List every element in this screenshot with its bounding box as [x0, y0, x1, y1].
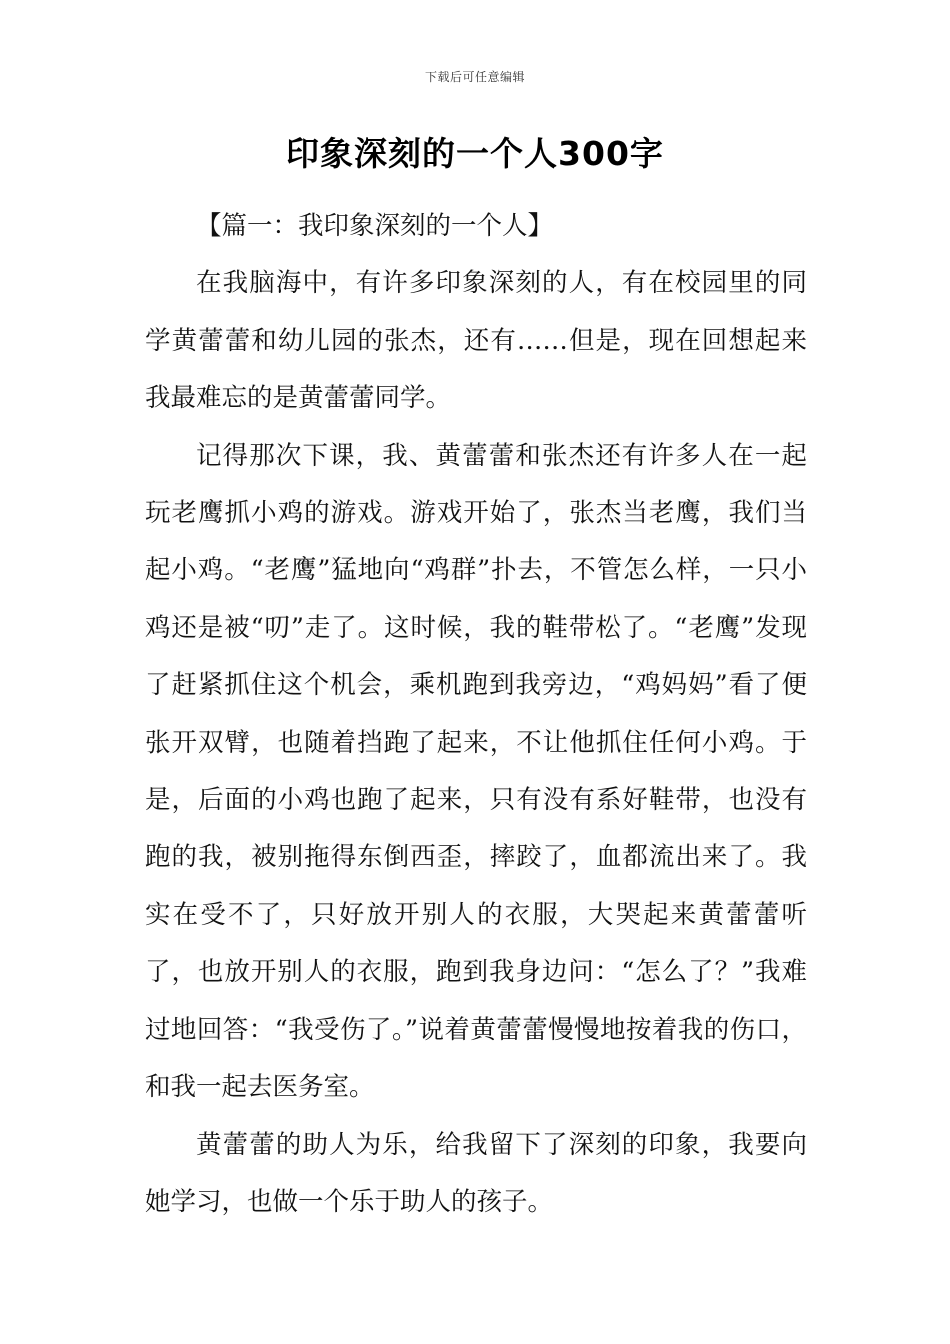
paragraph-1: 在我脑海中，有许多印象深刻的人，有在校园里的同学黄蕾蕾和幼儿园的张杰，还有……但是，现在回想起来我最难忘的是黄蕾蕾同学。	[145, 268, 807, 414]
paragraph-2: 记得那次下课，我、黄蕾蕾和张杰还有许多人在一起玩老鹰抓小鸡的游戏。游戏开始了，张杰当老鹰，我们当起小鸡。“老鹰”猛地向“鸡群”扑去，不管怎么样，一只小鸡还是被“叨”走了。这时候，我的鞋带松了。“老鹰”发现了赶紧抓住这个机会，乘机跑到我旁边，“鸡妈妈”看了便张开双臂，也随着挡跑了起来，不让他抓住任何小鸡。于是，后面的小鸡也跑了起来，只有没有系好鞋带，也没有跑的我，被别拖得东倒西歪，摔跤了，血都流出来了。我实在受不了，只好放开别人的衣服，大哭起来黄蕾蕾听了，也放开别人的衣服，跑到我身边问：“怎么了？”我难过地回答：“我受伤了。”说着黄蕾蕾慢慢地按着我的伤口，和我一起去医务室。	[145, 440, 807, 1103]
document-body	[145, 198, 807, 1231]
document-title: 印象深刻的一个人300字	[286, 134, 664, 173]
paragraph-3: 黄蕾蕾的助人为乐，给我留下了深刻的印象，我要向她学习，也做一个乐于助人的孩子。	[145, 1129, 807, 1217]
header-note: 下载后可任意编辑	[424, 70, 525, 84]
section-heading: 【篇一：我印象深刻的一个人】	[196, 211, 554, 241]
